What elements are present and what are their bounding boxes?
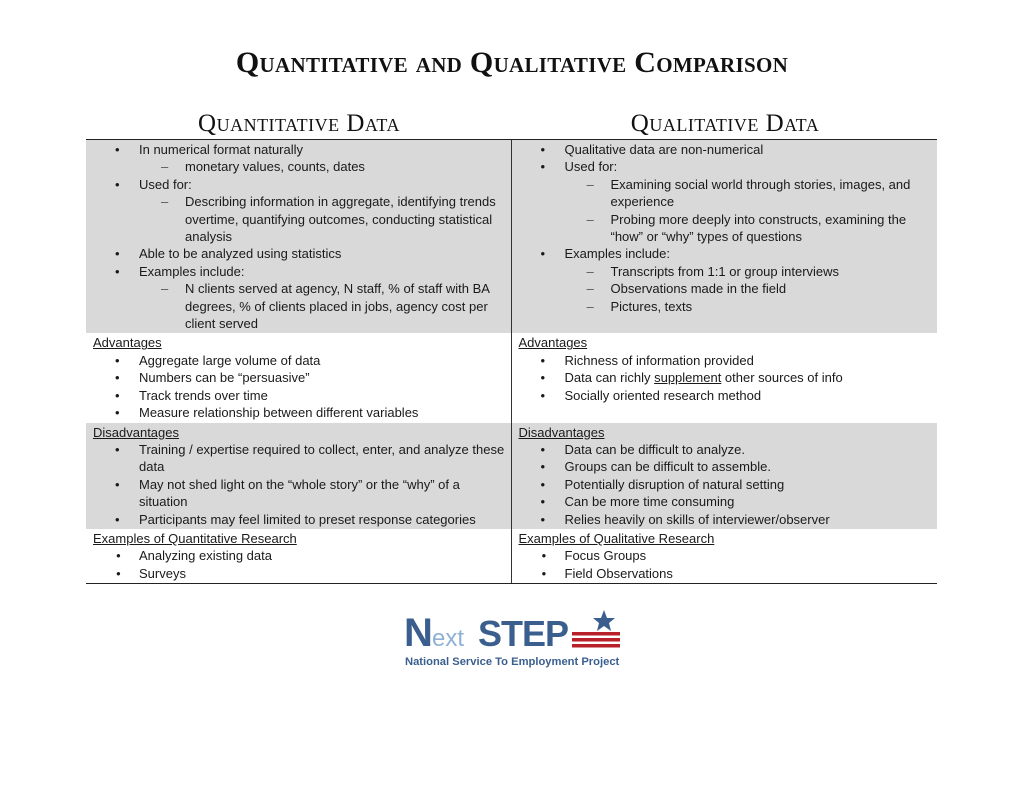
list-item: • Participants may feel limited to preset response categories xyxy=(93,511,505,528)
logo-step: STEP xyxy=(478,613,569,654)
list-item: • Qualitative data are non-numerical xyxy=(519,141,932,158)
section-title: Disadvantages xyxy=(518,424,605,440)
logo-ext: ext xyxy=(432,625,465,652)
underlined-word: supplement xyxy=(654,370,722,386)
sub-list-item: – Describing information in aggregate, identifying trends overtime, quantifying outcomes, conducting statistical analysis xyxy=(139,193,505,245)
overview-row xyxy=(86,140,937,333)
list-item: • Measure relationship between different variables xyxy=(93,404,505,421)
advantages-row xyxy=(86,333,937,422)
section-title: Advantages xyxy=(93,335,162,351)
sub-list-item: – Probing more deeply into constructs, examining the “how” or “why” types of questions xyxy=(565,211,932,246)
list-item xyxy=(519,369,932,386)
section-title: Examples of Quantitative Research xyxy=(93,530,297,546)
list-item-text: other sources of info xyxy=(721,370,843,386)
list-item: • Data can be difficult to analyze. xyxy=(519,441,932,458)
list-item-text: In numerical format naturally xyxy=(139,142,304,157)
quantitative-examples-cell xyxy=(86,529,512,583)
star-icon xyxy=(593,610,615,631)
logo-tagline: National Service To Employment Project xyxy=(405,656,620,668)
list-item: • Richness of information provided xyxy=(519,352,932,369)
sub-list-item: – Examining social world through stories, images, and experience xyxy=(565,176,932,211)
list-item: ● Analyzing existing data xyxy=(93,547,505,564)
sub-list-item: – Transcripts from 1:1 or group interviews xyxy=(565,263,932,280)
list-item: • Socially oriented research method xyxy=(519,387,932,404)
list-item: • Numbers can be “persuasive” xyxy=(93,369,505,386)
list-item xyxy=(93,263,505,333)
list-item: • Relies heavily on skills of interviewer/observer xyxy=(519,511,932,528)
logo-letter-n: N xyxy=(404,611,433,655)
sub-list-item: – monetary values, counts, dates xyxy=(139,158,505,175)
list-item: • Training / expertise required to collect, enter, and analyze these data xyxy=(93,441,505,476)
list-item: • Potentially disruption of natural setting xyxy=(519,476,932,493)
section-title: Advantages xyxy=(518,335,588,351)
section-title: Disadvantages xyxy=(93,424,179,440)
page-title: Quantitative and Qualitative Comparison xyxy=(235,46,789,79)
examples-row xyxy=(86,529,937,583)
qualitative-heading: Qualitative Data xyxy=(630,110,820,137)
list-item xyxy=(519,245,932,315)
logo-stripe xyxy=(572,644,620,648)
nextstep-logo xyxy=(404,606,622,670)
qualitative-advantages-cell xyxy=(512,333,938,422)
list-item-text: Examples include: xyxy=(139,263,245,279)
list-item: • Aggregate large volume of data xyxy=(93,352,505,369)
sub-list-item: – Observations made in the field xyxy=(565,280,932,297)
sub-list-item: – Pictures, texts xyxy=(565,298,932,315)
sub-list-item: – N clients served at agency, N staff, % of staff with BA degrees, % of clients placed in jobs, agency cost per client served xyxy=(139,280,505,332)
list-item: • Track trends over time xyxy=(93,387,505,404)
quantitative-overview-cell xyxy=(86,140,512,333)
list-item: • May not shed light on the “whole story” or the “why” of a situation xyxy=(93,476,505,511)
list-item-text: Data can richly xyxy=(564,370,655,386)
list-item xyxy=(93,176,505,246)
logo-stripe xyxy=(572,632,620,636)
list-item xyxy=(93,141,505,176)
section-title: Examples of Qualitative Research xyxy=(518,530,715,546)
list-item: • Able to be analyzed using statistics xyxy=(93,245,505,262)
quantitative-disadvantages-cell xyxy=(86,423,512,529)
list-item-text: Examples include: xyxy=(564,246,670,262)
list-item-text: Used for: xyxy=(564,159,618,175)
list-item: • Can be more time consuming xyxy=(519,493,932,510)
list-item xyxy=(519,158,932,245)
qualitative-examples-cell xyxy=(512,529,938,583)
logo-stripe xyxy=(572,638,620,642)
list-item: ● Surveys xyxy=(93,565,505,582)
list-item: ● Focus Groups xyxy=(519,547,932,564)
qualitative-disadvantages-cell xyxy=(512,423,938,529)
quantitative-heading: Quantitative Data xyxy=(198,110,400,137)
disadvantages-row xyxy=(86,423,937,529)
qualitative-overview-cell xyxy=(512,140,938,333)
list-item: • Groups can be difficult to assemble. xyxy=(519,458,932,475)
quantitative-advantages-cell xyxy=(86,333,512,422)
list-item-text: Used for: xyxy=(139,176,192,192)
list-item: ● Field Observations xyxy=(519,565,932,582)
comparison-table xyxy=(86,139,937,584)
